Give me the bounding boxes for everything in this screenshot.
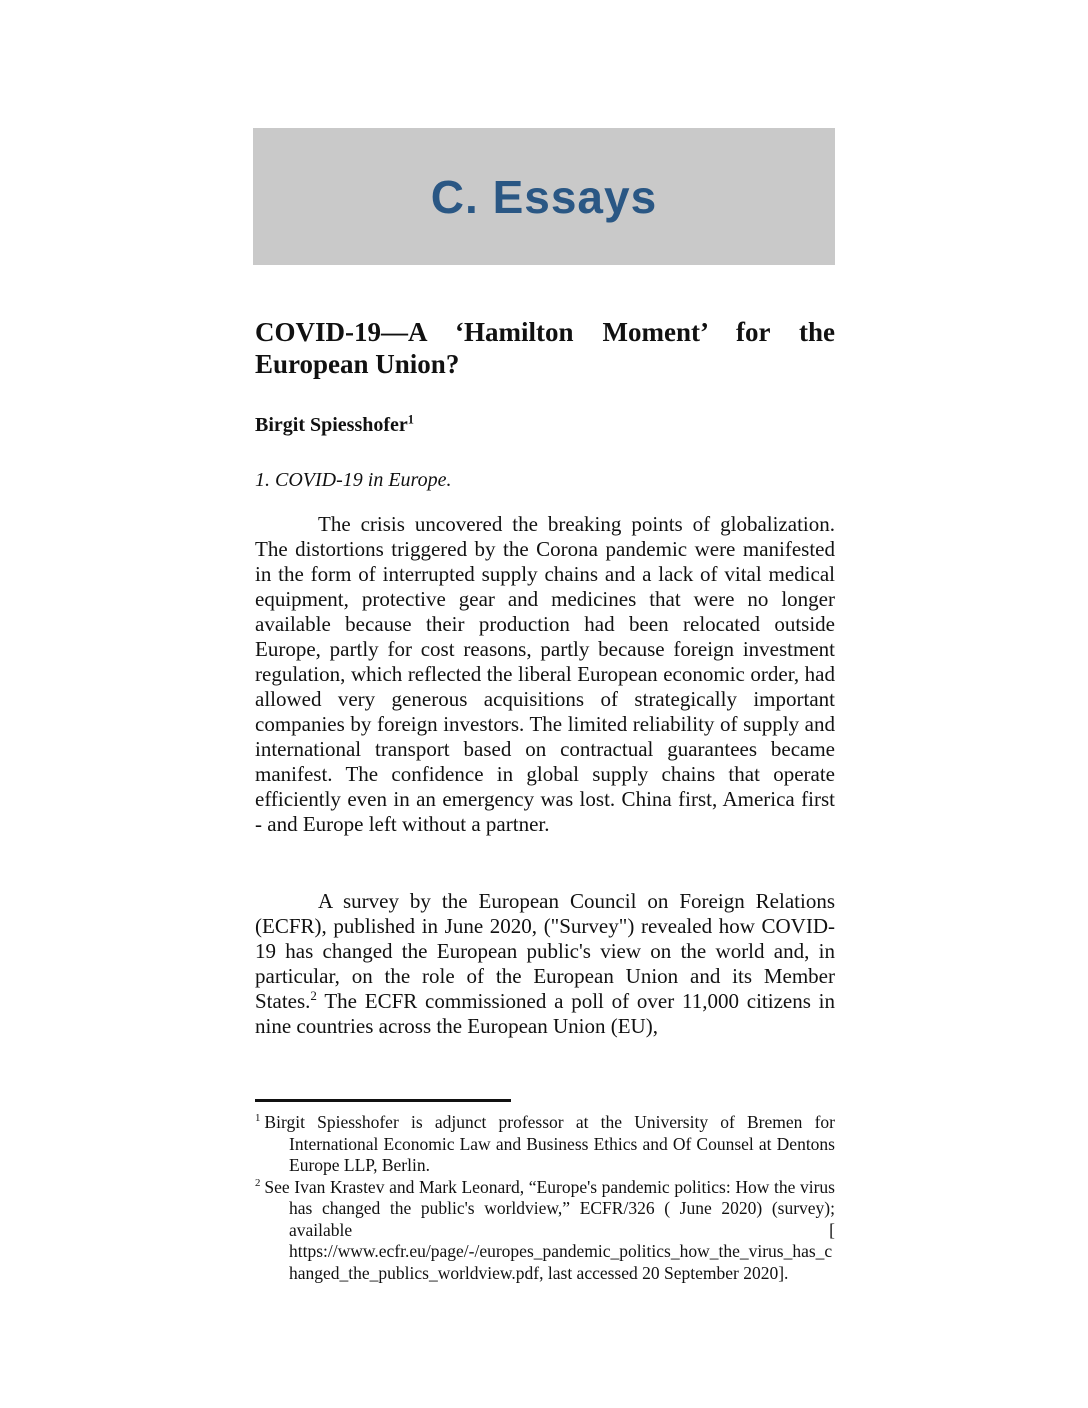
footnote-1-text: Birgit Spiesshofer is adjunct professor at the University of Bremen for International Economic Law and Business Ethics and Of Counsel at Dentons Europe LLP, Berlin.	[264, 1112, 835, 1175]
footnote-1	[255, 1112, 835, 1177]
footnote-2-text: See Ivan Krastev and Mark Leonard, “Europe's pandemic politics: How the virus has changed the public's worldview,” ECFR/326 ( June 2020) (survey); available [ https://www.ecfr.eu/page/-/europes_pandemic_politics_how_the_virus_has_changed_the_publics_worldview.pdf, last accessed 20 September 2020].	[264, 1176, 835, 1283]
section-header-band	[253, 128, 835, 265]
footnote-1-marker: 1	[255, 1112, 261, 1125]
article-title: COVID-19—A ‘Hamilton Moment’ for the European Union?	[255, 317, 835, 379]
section-band-title: C. Essays	[430, 170, 658, 223]
footnotes-section	[255, 1112, 835, 1284]
paragraph-2-text-after-ref: The ECFR commissioned a poll of over 11,000 citizens in nine countries across the European Union (EU),	[255, 989, 835, 1038]
paragraph-1	[255, 512, 835, 837]
paragraph-1-text: The crisis uncovered the breaking points of globalization. The distortions triggered by the Corona pandemic were manifested in the form of interrupted supply chains and a lack of vital medical equipment, protective gear and medicines that were no longer available because their production had been relocated outside Europe, partly for cost reasons, partly because foreign investment regulation, which reflected the liberal European economic order, had allowed very generous acquisitions of strategically important companies by foreign investors. The limited reliability of supply and international transport based on contractual guarantees became manifest. The confidence in global supply chains that operate efficiently even in an emergency was lost. China first, America first - and Europe left without a partner.	[255, 512, 835, 836]
author-line	[255, 414, 835, 437]
author-footnote-ref: 1	[407, 412, 414, 427]
section-heading: 1. COVID-19 in Europe.	[255, 469, 452, 491]
author-name: Birgit Spiesshofer	[255, 414, 408, 436]
footnote-ref-2: 2	[310, 988, 317, 1003]
footnote-2	[255, 1177, 835, 1285]
paragraph-2-text-before-ref: A survey by the European Council on Foreign Relations (ECFR), published in June 2020, ("Survey") revealed how COVID-19 has changed the European public's view on the world and, in particular, on the role of the European Union and its Member States.	[255, 889, 835, 1013]
paragraph-2	[255, 889, 835, 1039]
footnote-2-marker: 2	[255, 1176, 261, 1189]
footnote-separator-rule	[255, 1099, 511, 1102]
